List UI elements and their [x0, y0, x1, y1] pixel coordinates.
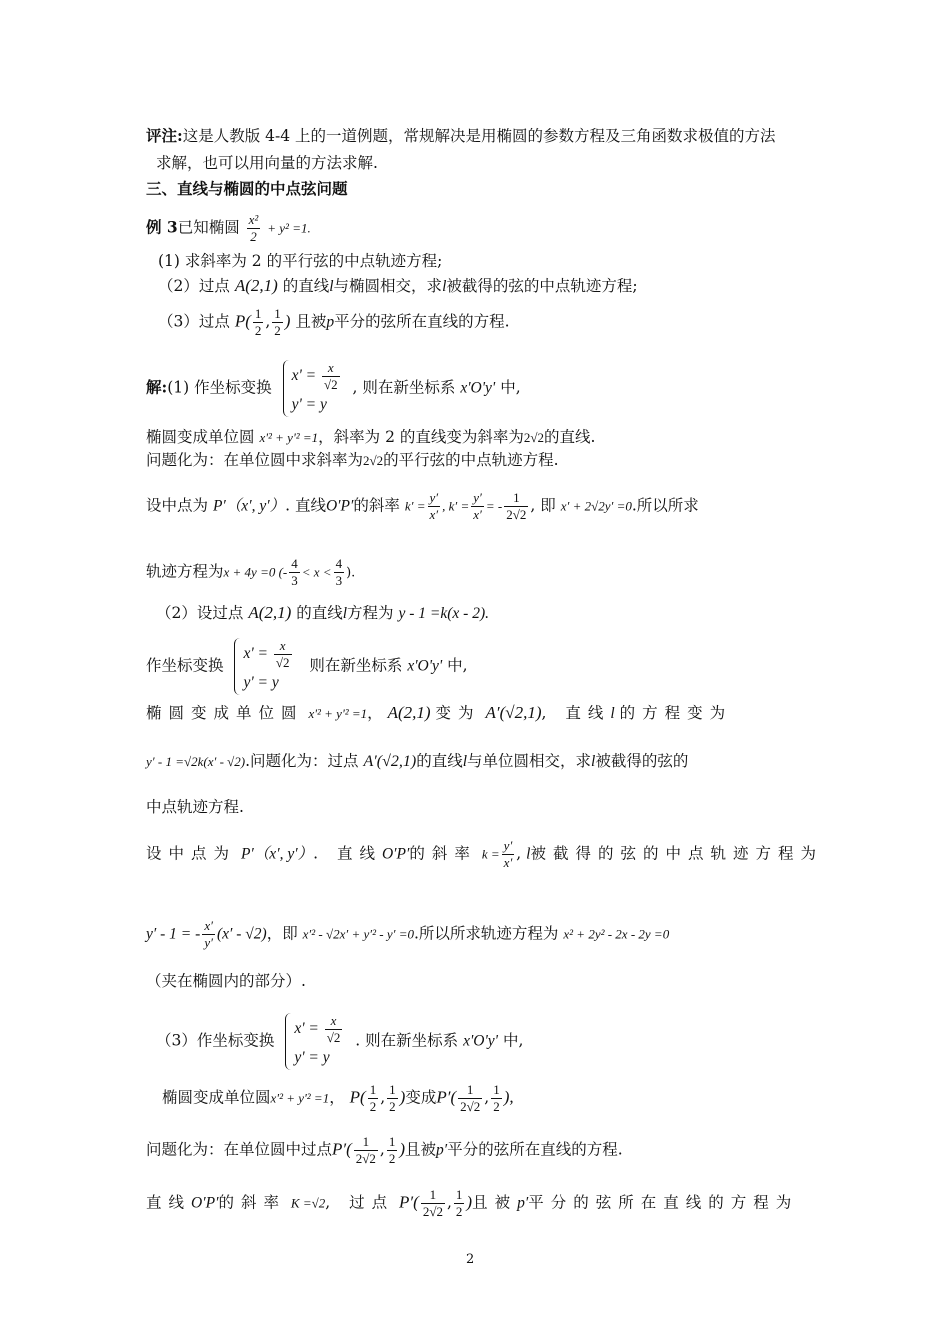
frac-half-2 — [272, 306, 283, 339]
text: , 即 — [530, 496, 556, 515]
text: 问题化为：在单位圆中过点 — [146, 1140, 333, 1159]
sol1-text-b: , 则在新坐标系 — [352, 378, 456, 397]
frac-num: 1 — [254, 306, 262, 321]
frac-num: 1 — [369, 1082, 377, 1097]
text: 的平行弦的中点轨迹方程. — [383, 451, 559, 469]
line-l-2: l — [442, 278, 447, 295]
frac-den: 2√2 — [506, 507, 527, 522]
sol1-line-2 — [146, 426, 595, 449]
solution-label: 解: — [146, 377, 168, 397]
text: 变为 — [435, 704, 481, 722]
frac-num: 1 — [458, 1082, 482, 1099]
text: 问题化为：在单位圆中求斜率为 — [146, 451, 364, 469]
system-row-1 — [292, 360, 342, 393]
text: 的斜率 — [218, 1193, 286, 1212]
system-row-1 — [294, 1013, 344, 1046]
q2-text-d: 被截得的弦的中点轨迹方程; — [446, 277, 638, 295]
frac-num: 4 — [335, 556, 343, 571]
frac-num: y′ — [503, 838, 513, 853]
q2-text-c: 与椭圆相交，求 — [333, 277, 443, 295]
q2-prefix: （2）过点 — [158, 277, 230, 295]
line-l: l — [462, 753, 468, 770]
text: 设中点为 — [146, 496, 209, 515]
frac-num: 1 — [389, 1082, 396, 1097]
text: 平分的弦所在直线的方程为 — [528, 1193, 799, 1212]
point-p-open: P( — [234, 311, 251, 331]
text: 则在新坐标系 — [309, 656, 403, 675]
line-l: l — [526, 845, 531, 863]
slope-k: k′ = — [404, 498, 426, 514]
text: ，斜率为 2 的直线变为斜率为 — [318, 428, 524, 446]
q3-text-d: 平分的弦所在直线的方程. — [334, 312, 510, 331]
text: 平分的弦所在直线的方程. — [447, 1140, 623, 1159]
comment-text-1: 这是人教版 4-4 上的一道例题，常规解决是用椭圆的参数方程及三角函数求极值的方法 — [182, 127, 776, 145]
text: 的直线 — [296, 604, 343, 622]
slope-value-fraction — [504, 490, 528, 523]
point-p-prime-close: ) — [466, 1192, 473, 1212]
sol2-line-1 — [156, 602, 489, 625]
sol2-line-5: 中点轨迹方程. — [146, 798, 244, 816]
sys-num: x — [325, 1013, 343, 1030]
point-a: A(2,1) — [387, 703, 431, 722]
frac-half — [368, 1082, 379, 1115]
sol1-line-4 — [146, 490, 699, 523]
text: 被截得的弦的 — [595, 752, 689, 770]
example-label: 例 3 — [146, 217, 178, 237]
frac-den: 2 — [369, 1099, 377, 1114]
slope-value: 2√2 — [363, 453, 384, 468]
point-p-open: P( — [349, 1087, 366, 1107]
text: 椭圆变成单位圆 — [146, 704, 304, 722]
text: 且被 — [472, 1193, 518, 1212]
unit-circle-equation: x'² + y'² =1 — [270, 1090, 330, 1106]
sys-num: x — [274, 638, 292, 655]
text: 的直线 — [416, 752, 463, 770]
sys-den: √2 — [326, 1030, 341, 1045]
system-row-2: y' = y — [294, 1049, 330, 1066]
text: 椭圆变成单位圆 — [162, 1088, 271, 1107]
text: 变成 — [405, 1088, 437, 1107]
text: 被截得的弦的中点轨迹方程为 — [530, 844, 823, 863]
unit-circle-equation: x'² + y'² =1 — [259, 430, 319, 445]
text: 的直线. — [544, 428, 596, 446]
bound-fraction-2 — [334, 556, 345, 589]
sol3-line-1 — [156, 1013, 523, 1070]
frac-num: 1 — [274, 306, 281, 321]
frac-den: 2 — [388, 1151, 396, 1166]
frac-half — [454, 1187, 465, 1220]
section-title: 三、直线与椭圆的中点弦问题 — [146, 179, 348, 198]
sys-fraction — [325, 1013, 343, 1046]
text: 直线 — [146, 1193, 192, 1212]
frac-rt — [421, 1187, 445, 1220]
slope-value: 2√2 — [523, 430, 545, 445]
slope-k: k = — [481, 846, 500, 862]
line-l: l — [610, 705, 615, 722]
frac-den: 3 — [291, 573, 298, 588]
coordinate-system: x'O'y' — [407, 657, 443, 675]
unit-circle-equation: x'² + y'² =1 — [308, 706, 368, 721]
text: , 过点 — [325, 1193, 395, 1212]
frac-den: y′ — [204, 935, 213, 950]
frac-num: y′ — [473, 490, 482, 505]
prime-locus-equation: x′² - √2x′ + y′² - y′ =0 — [302, 926, 414, 942]
point-a: A(2,1) — [248, 603, 292, 622]
frac-half — [491, 1082, 502, 1115]
solution-1-transform — [146, 360, 521, 417]
point-p-prime-open: P′( — [399, 1192, 419, 1212]
frac-den: x′ — [473, 507, 482, 522]
text: 设中点为 — [146, 844, 237, 863]
text: ， — [329, 1088, 345, 1107]
locus-lhs: y′ - 1 = - — [146, 925, 201, 943]
sol2-line-6 — [146, 838, 823, 871]
line-op: O′P′ — [381, 845, 410, 863]
slope-fraction — [428, 490, 441, 523]
q3-text-c: 且被 — [295, 312, 327, 331]
frac-den: 2 — [389, 1099, 396, 1114]
comment-line-1 — [146, 125, 776, 147]
question-1: (1) 求斜率为 2 的平行弦的中点轨迹方程; — [158, 252, 443, 270]
point-a-prime: A′(√2,1) — [363, 753, 417, 770]
text: . 直线 — [313, 844, 382, 863]
frac-half — [387, 1082, 398, 1115]
coordinate-system: x'O'y' — [460, 379, 496, 397]
sys-den: √2 — [275, 655, 290, 670]
sol1-text-c: 中, — [500, 378, 521, 397]
text: 方程为 — [347, 604, 394, 622]
sol2-line-2 — [146, 638, 468, 695]
locus-fraction — [202, 918, 215, 951]
point-a-prime: A′(√2,1) — [485, 703, 542, 722]
text: , 直线 — [541, 704, 611, 722]
frac-num: y′ — [429, 490, 439, 505]
line-op: O′P′ — [325, 497, 354, 515]
text: , — [516, 844, 522, 863]
text: .问题化为：过点 — [245, 752, 359, 770]
sol1-line-5 — [146, 556, 355, 589]
text: 与单位圆相交，求 — [467, 752, 592, 770]
equals-minus: = - — [485, 498, 503, 514]
text: ， — [367, 704, 383, 722]
sol2-line-3 — [146, 702, 732, 725]
question-3: （3）过点 P( $\frac{1}{2}$ , $\frac{1}{2}$ ) 且被p平分的弦所在直线的方程. — [158, 306, 510, 338]
point-p-prime-label: p′ — [436, 1141, 448, 1159]
frac-half — [387, 1134, 398, 1167]
frac-den: 2√2 — [422, 1204, 443, 1219]
transformed-line-equation: y′ - 1 =√2k(x′ - √2) — [146, 754, 246, 769]
text: . 则在新坐标系 — [355, 1031, 459, 1050]
ellipse-fraction — [247, 212, 261, 245]
frac-den: 3 — [335, 573, 343, 588]
frac-den: x′ — [503, 855, 513, 870]
line-equation: y - 1 =k(x - 2). — [398, 605, 489, 622]
text: 轨迹方程为 — [146, 562, 224, 581]
coordinate-system: x'O'y' — [463, 1032, 498, 1050]
line-l: l — [329, 278, 334, 295]
point-a: A(2,1) — [234, 276, 278, 295]
page-number: 2 — [466, 1252, 475, 1267]
fraction-denominator: 2 — [250, 229, 257, 244]
locus-equation: x² + 2y² - 2x - 2y =0 — [563, 926, 670, 942]
text: 且被 — [405, 1140, 437, 1159]
sys-den: √2 — [323, 377, 338, 392]
frac-half-1 — [253, 306, 264, 339]
midpoint-equation: x′ + 2√2y′ =0 — [560, 498, 632, 514]
text: （3）作坐标变换 — [156, 1031, 275, 1050]
system-row-2: y' = y — [291, 396, 327, 413]
sol2-line-7 — [146, 918, 669, 951]
text: 的斜率 — [353, 496, 400, 515]
sol3-line-3: 问题化为：在单位圆中过点P′( $\frac{1}{2√2}$ , $\frac{1}{2}$ )且被p′平分的弦所在直线的方程. — [146, 1134, 623, 1166]
point-p-prime-open: P′( — [332, 1139, 352, 1159]
frac-den: 2√2 — [355, 1151, 376, 1166]
sol2-line-8: （夹在椭圆内的部分）. — [146, 972, 306, 990]
sys-fraction — [322, 360, 340, 393]
point-p-prime-close: ) — [399, 1139, 406, 1159]
slope-fraction-2 — [471, 490, 484, 523]
line-l: l — [342, 605, 348, 622]
frac-den: 2 — [254, 323, 262, 338]
comment-text-2: 求解，也可以用向量的方法求解. — [156, 154, 378, 172]
point-p-prime-close: ), — [503, 1087, 514, 1107]
ellipse-equation-rest: + y² =1. — [267, 220, 311, 236]
sol3-line-4: 直线O′P′的斜率 K =√2, 过点 P′( $\frac{1}{2√2}$ , $\frac{1}{2}$ )且被p′平分的弦所在直线的方程为 — [146, 1187, 799, 1219]
sys-lhs: x' = — [243, 645, 268, 663]
frac-den: 2 — [493, 1099, 500, 1114]
frac-num: 1 — [421, 1187, 445, 1204]
frac-den: x′ — [429, 507, 439, 522]
text: 作坐标变换 — [146, 656, 224, 675]
locus-rhs: (x′ - √2) — [216, 925, 267, 943]
example-intro: 已知椭圆 — [177, 218, 240, 237]
text: 椭圆变成单位圆 — [146, 428, 255, 446]
text: 中, — [447, 656, 468, 675]
frac-num: 1 — [493, 1082, 500, 1097]
fraction-numerator: x² — [248, 212, 259, 227]
system-row-1 — [243, 638, 293, 671]
transform-system-3 — [285, 1013, 344, 1070]
locus-end: ). — [346, 565, 356, 581]
text: . 直线 — [285, 496, 326, 515]
inequality: < x < — [301, 564, 332, 580]
point-p-label: p — [326, 313, 335, 331]
point-p-prime-open: P′( — [436, 1087, 457, 1107]
point-p-close: ) — [399, 1087, 406, 1107]
frac-den: 2 — [274, 323, 281, 338]
frac-num: x′ — [204, 918, 213, 933]
frac-num: 1 — [354, 1134, 378, 1151]
point-p-prime-label: p′ — [517, 1194, 529, 1212]
sol1-text-a: (1) 作坐标变换 — [167, 378, 272, 397]
text: 的方程变为 — [619, 704, 733, 722]
text: .所以所求轨迹方程为 — [414, 924, 559, 943]
frac-den: 2√2 — [460, 1099, 481, 1114]
question-2 — [158, 275, 638, 298]
text: 的斜率 — [409, 844, 477, 863]
system-row-2: y' = y — [243, 674, 279, 691]
q3-prefix: （3）过点 — [158, 312, 230, 331]
line-l-2: l — [591, 753, 596, 770]
text: .所以所求 — [631, 496, 699, 515]
frac-den: 2 — [455, 1204, 463, 1219]
text: 中, — [502, 1031, 524, 1050]
text: ，即 — [266, 924, 298, 943]
frac-num: 1 — [388, 1134, 396, 1149]
locus-equation: x + 4y =0 (- — [223, 564, 288, 580]
sol1-line-3 — [146, 449, 559, 472]
comment-line-2 — [156, 152, 378, 174]
text: （2）设过点 — [156, 604, 244, 622]
frac-rt — [354, 1134, 378, 1167]
sys-fraction — [274, 638, 292, 671]
slope-fraction — [502, 838, 515, 871]
frac-num: 1 — [455, 1187, 463, 1202]
example-3-statement — [146, 212, 311, 245]
frac-num: 4 — [291, 556, 298, 571]
comment-label: 评注: — [146, 126, 183, 145]
sol3-line-2: 椭圆变成单位圆x'² + y'² =1， P( $\frac{1}{2}$ , $\frac{1}{2}$ )变成P′( $\frac{1}{2√2}$ , $\frac{1}{2}$ ), — [162, 1082, 514, 1114]
q2-text-b: 的直线 — [282, 277, 330, 295]
line-op: O′P′ — [191, 1194, 219, 1212]
transform-system-1 — [283, 360, 342, 417]
sol2-line-4 — [146, 750, 688, 773]
sys-lhs: x' = — [291, 367, 317, 385]
transform-system-2 — [234, 638, 293, 695]
midpoint-p: P′（x′, y′） — [212, 497, 286, 515]
slope-value: K =√2 — [290, 1195, 326, 1211]
sys-num: x — [322, 360, 340, 377]
frac-rt — [458, 1082, 482, 1115]
slope-k-2: , k′ = — [442, 498, 470, 514]
point-p-close: ) — [284, 311, 291, 331]
bound-fraction-1 — [289, 556, 300, 589]
frac-num: 1 — [504, 490, 528, 507]
midpoint-p: P′（x′, y′） — [240, 845, 314, 863]
sys-lhs: x' = — [294, 1020, 319, 1038]
